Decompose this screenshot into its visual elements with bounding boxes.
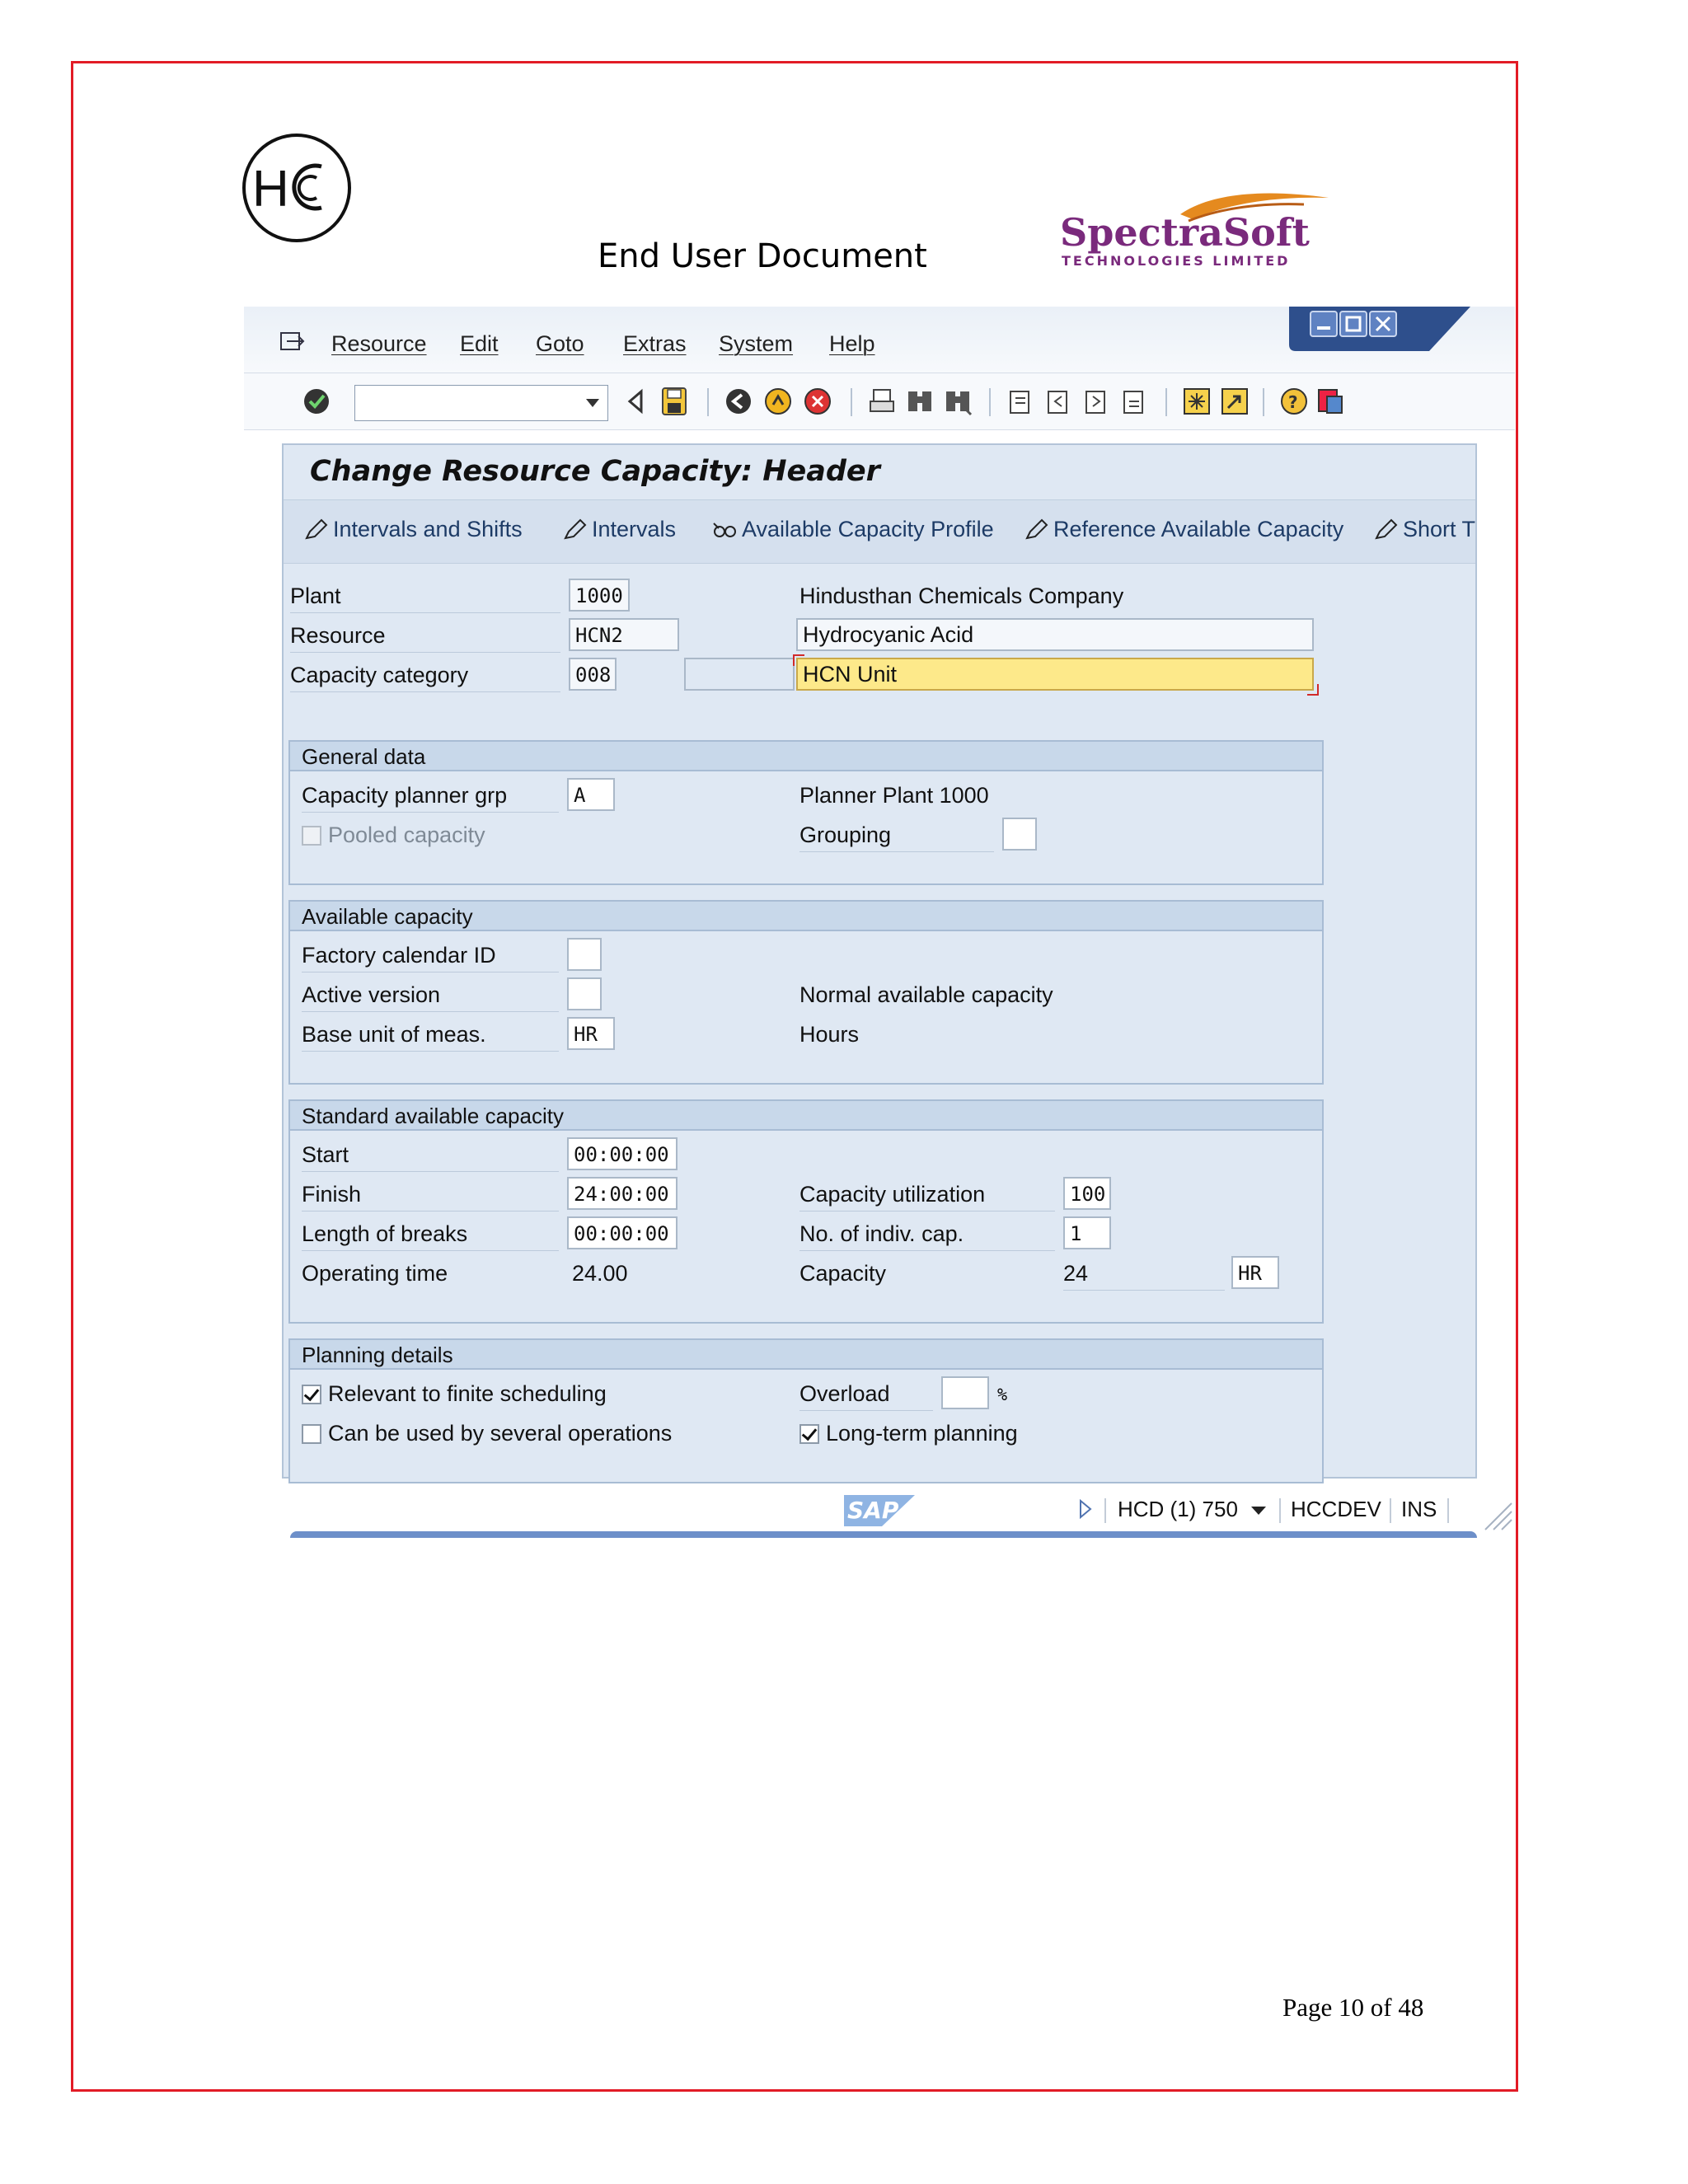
save-icon[interactable] <box>658 385 691 418</box>
screen-title: Change Resource Capacity: Header <box>310 455 880 488</box>
server-name: HCCDEV <box>1291 1497 1381 1521</box>
finite-scheduling-label: Relevant to finite scheduling <box>328 1381 607 1406</box>
insert-mode: INS <box>1401 1497 1437 1521</box>
checkmark-icon <box>304 1385 320 1401</box>
capacity-category-text-field <box>684 658 795 691</box>
menu-arrow-icon[interactable] <box>280 331 305 351</box>
capacity-utilization-label: Capacity utilization <box>799 1182 1055 1212</box>
status-separator <box>1104 1498 1106 1523</box>
group-title: Available capacity <box>302 904 473 929</box>
indiv-capacities-label: No. of indiv. cap. <box>799 1221 1055 1251</box>
capacity-category-label: Capacity category <box>290 663 560 692</box>
command-field[interactable] <box>354 385 608 421</box>
help-icon[interactable] <box>1278 385 1311 418</box>
operating-time-label: Operating time <box>302 1261 448 1286</box>
back-arrow-icon[interactable] <box>722 385 755 418</box>
resize-grip-icon[interactable] <box>1482 1498 1513 1531</box>
back-icon[interactable] <box>620 385 653 418</box>
button-label: Reference Available Capacity <box>1053 517 1344 541</box>
base-unit-field[interactable]: HR <box>567 1017 615 1050</box>
operating-time-value: 24.00 <box>572 1261 628 1286</box>
finite-scheduling-checkbox[interactable] <box>302 1385 321 1404</box>
group-header <box>290 1340 1322 1370</box>
toolbar-separator <box>1263 388 1264 416</box>
pencil-icon <box>1373 518 1398 540</box>
finish-time-field[interactable]: 24:00:00 <box>567 1177 678 1210</box>
toolbar-separator <box>851 388 852 416</box>
resource-description-field: Hydrocyanic Acid <box>796 618 1314 651</box>
long-term-planning-checkbox[interactable] <box>799 1424 819 1444</box>
print-icon[interactable] <box>865 385 898 418</box>
svg-text:?: ? <box>1288 392 1298 412</box>
standard-available-capacity-group <box>288 1099 1324 1324</box>
svg-text:SpectraSoft: SpectraSoft <box>1060 210 1310 255</box>
several-operations-label: Can be used by several operations <box>328 1421 673 1446</box>
button-label: Intervals <box>592 517 677 541</box>
base-unit-label: Base unit of meas. <box>302 1022 559 1052</box>
menu-resource[interactable]: Resource <box>331 331 427 356</box>
factory-calendar-id-label: Factory calendar ID <box>302 943 559 972</box>
main-screen <box>282 443 1477 1479</box>
start-label: Start <box>302 1142 559 1172</box>
toolbar-separator <box>1165 388 1167 416</box>
shortcut-icon[interactable] <box>1218 385 1251 418</box>
cancel-icon[interactable] <box>801 385 834 418</box>
sap-window <box>244 307 1515 1538</box>
status-separator <box>1447 1498 1449 1523</box>
previous-page-icon[interactable] <box>1042 385 1075 418</box>
status-separator <box>1390 1498 1391 1523</box>
focus-marker <box>1307 684 1319 696</box>
pencil-icon <box>562 518 587 540</box>
minimize-icon[interactable] <box>1311 312 1337 336</box>
group-header <box>290 1101 1322 1131</box>
overload-label: Overload <box>799 1381 933 1411</box>
intervals-button[interactable] <box>562 517 676 542</box>
focus-marker <box>793 654 804 666</box>
next-page-icon[interactable] <box>1080 385 1113 418</box>
capacity-value: 24 <box>1063 1261 1225 1291</box>
grouping-field[interactable] <box>1002 818 1037 851</box>
find-next-icon[interactable] <box>941 385 974 418</box>
spectrasoft-logo <box>1057 183 1337 274</box>
general-data-group <box>288 740 1324 885</box>
capacity-category-field[interactable]: 008 <box>569 658 617 691</box>
group-title: General data <box>302 744 426 769</box>
sap-logo <box>844 1492 918 1528</box>
finish-label: Finish <box>302 1182 559 1212</box>
several-operations-checkbox[interactable] <box>302 1424 321 1444</box>
base-unit-description: Hours <box>799 1022 860 1047</box>
application-toolbar <box>284 499 1475 564</box>
menu-system[interactable]: System <box>719 331 794 356</box>
group-header <box>290 742 1322 771</box>
pencil-icon <box>303 518 328 540</box>
chevron-down-icon[interactable] <box>586 399 599 407</box>
resource-label: Resource <box>290 623 560 653</box>
svg-text:SAP: SAP <box>847 1497 899 1524</box>
maximize-icon[interactable] <box>1340 312 1367 336</box>
plant-description: Hindusthan Chemicals Company <box>799 583 1124 608</box>
window-bottom-strip <box>290 1531 1477 1538</box>
group-title: Standard available capacity <box>302 1104 564 1128</box>
exit-icon[interactable] <box>762 385 795 418</box>
planner-description: Planner Plant 1000 <box>799 783 989 808</box>
capacity-planner-grp-field[interactable]: A <box>567 778 615 811</box>
short-term-button[interactable] <box>1373 517 1475 542</box>
plant-label: Plant <box>290 583 560 613</box>
status-separator <box>1279 1498 1281 1523</box>
available-capacity-profile-button[interactable] <box>712 517 994 542</box>
capacity-utilization-field[interactable]: 100 <box>1063 1177 1111 1210</box>
dropdown-arrow-icon[interactable] <box>1251 1507 1266 1515</box>
checkmark-icon <box>802 1425 818 1441</box>
menu-help[interactable]: Help <box>829 331 875 356</box>
active-version-field[interactable] <box>567 977 602 1010</box>
page-number: Page 10 of 48 <box>1282 1993 1424 2022</box>
button-label: Intervals and Shifts <box>333 517 523 541</box>
document-title: End User Document <box>598 237 927 275</box>
start-time-field[interactable]: 00:00:00 <box>567 1137 678 1170</box>
toolbar-separator <box>989 388 991 416</box>
factory-calendar-id-field[interactable] <box>567 938 602 971</box>
indiv-capacities-field[interactable]: 1 <box>1063 1216 1111 1249</box>
hcc-logo <box>241 132 353 244</box>
svg-text:TECHNOLOGIES LIMITED: TECHNOLOGIES LIMITED <box>1062 253 1291 269</box>
status-bar <box>244 1487 1515 1538</box>
find-icon[interactable] <box>903 385 936 418</box>
planning-details-group <box>288 1338 1324 1483</box>
system-info: HCD (1) 750 <box>1118 1497 1238 1521</box>
menu-extras[interactable]: Extras <box>623 331 687 356</box>
last-page-icon[interactable] <box>1118 385 1151 418</box>
grouping-label: Grouping <box>799 823 994 852</box>
system-toolbar <box>244 373 1515 430</box>
pooled-capacity-label: Pooled capacity <box>328 823 485 847</box>
menu-bar <box>244 307 1515 373</box>
percent-unit: % <box>997 1385 1008 1404</box>
svg-text:H: H <box>252 161 289 218</box>
length-of-breaks-field[interactable]: 00:00:00 <box>567 1216 678 1249</box>
glasses-icon <box>712 518 737 540</box>
window-controls <box>1289 307 1470 353</box>
available-capacity-group <box>288 900 1324 1085</box>
pencil-icon <box>1024 518 1048 540</box>
reference-available-capacity-button[interactable] <box>1024 517 1343 542</box>
plant-field[interactable]: 1000 <box>569 579 630 612</box>
button-label: Available Capacity Profile <box>742 517 994 541</box>
active-version-description: Normal available capacity <box>799 982 1053 1007</box>
button-label: Short T <box>1403 517 1475 541</box>
menu-goto[interactable]: Goto <box>536 331 584 356</box>
group-title: Planning details <box>302 1343 453 1367</box>
pooled-capacity-checkbox <box>302 826 321 846</box>
capacity-planner-grp-label: Capacity planner grp <box>302 783 559 813</box>
capacity-category-description-field[interactable]: HCN Unit <box>796 658 1314 691</box>
first-page-icon[interactable] <box>1004 385 1037 418</box>
toolbar-separator <box>707 388 709 416</box>
resource-field[interactable]: HCN2 <box>569 618 679 651</box>
menu-edit[interactable]: Edit <box>460 331 499 356</box>
active-version-label: Active version <box>302 982 559 1012</box>
intervals-and-shifts-button[interactable] <box>303 517 523 542</box>
length-of-breaks-label: Length of breaks <box>302 1221 559 1251</box>
capacity-unit-field[interactable]: HR <box>1231 1256 1279 1289</box>
status-expand-icon[interactable] <box>1078 1498 1093 1520</box>
layout-icon[interactable] <box>1314 385 1347 418</box>
new-session-icon[interactable] <box>1180 385 1213 418</box>
enter-icon[interactable] <box>300 385 333 418</box>
long-term-planning-label: Long-term planning <box>826 1421 1018 1446</box>
capacity-label: Capacity <box>799 1261 887 1286</box>
group-header <box>290 902 1322 931</box>
overload-field[interactable] <box>941 1376 989 1409</box>
